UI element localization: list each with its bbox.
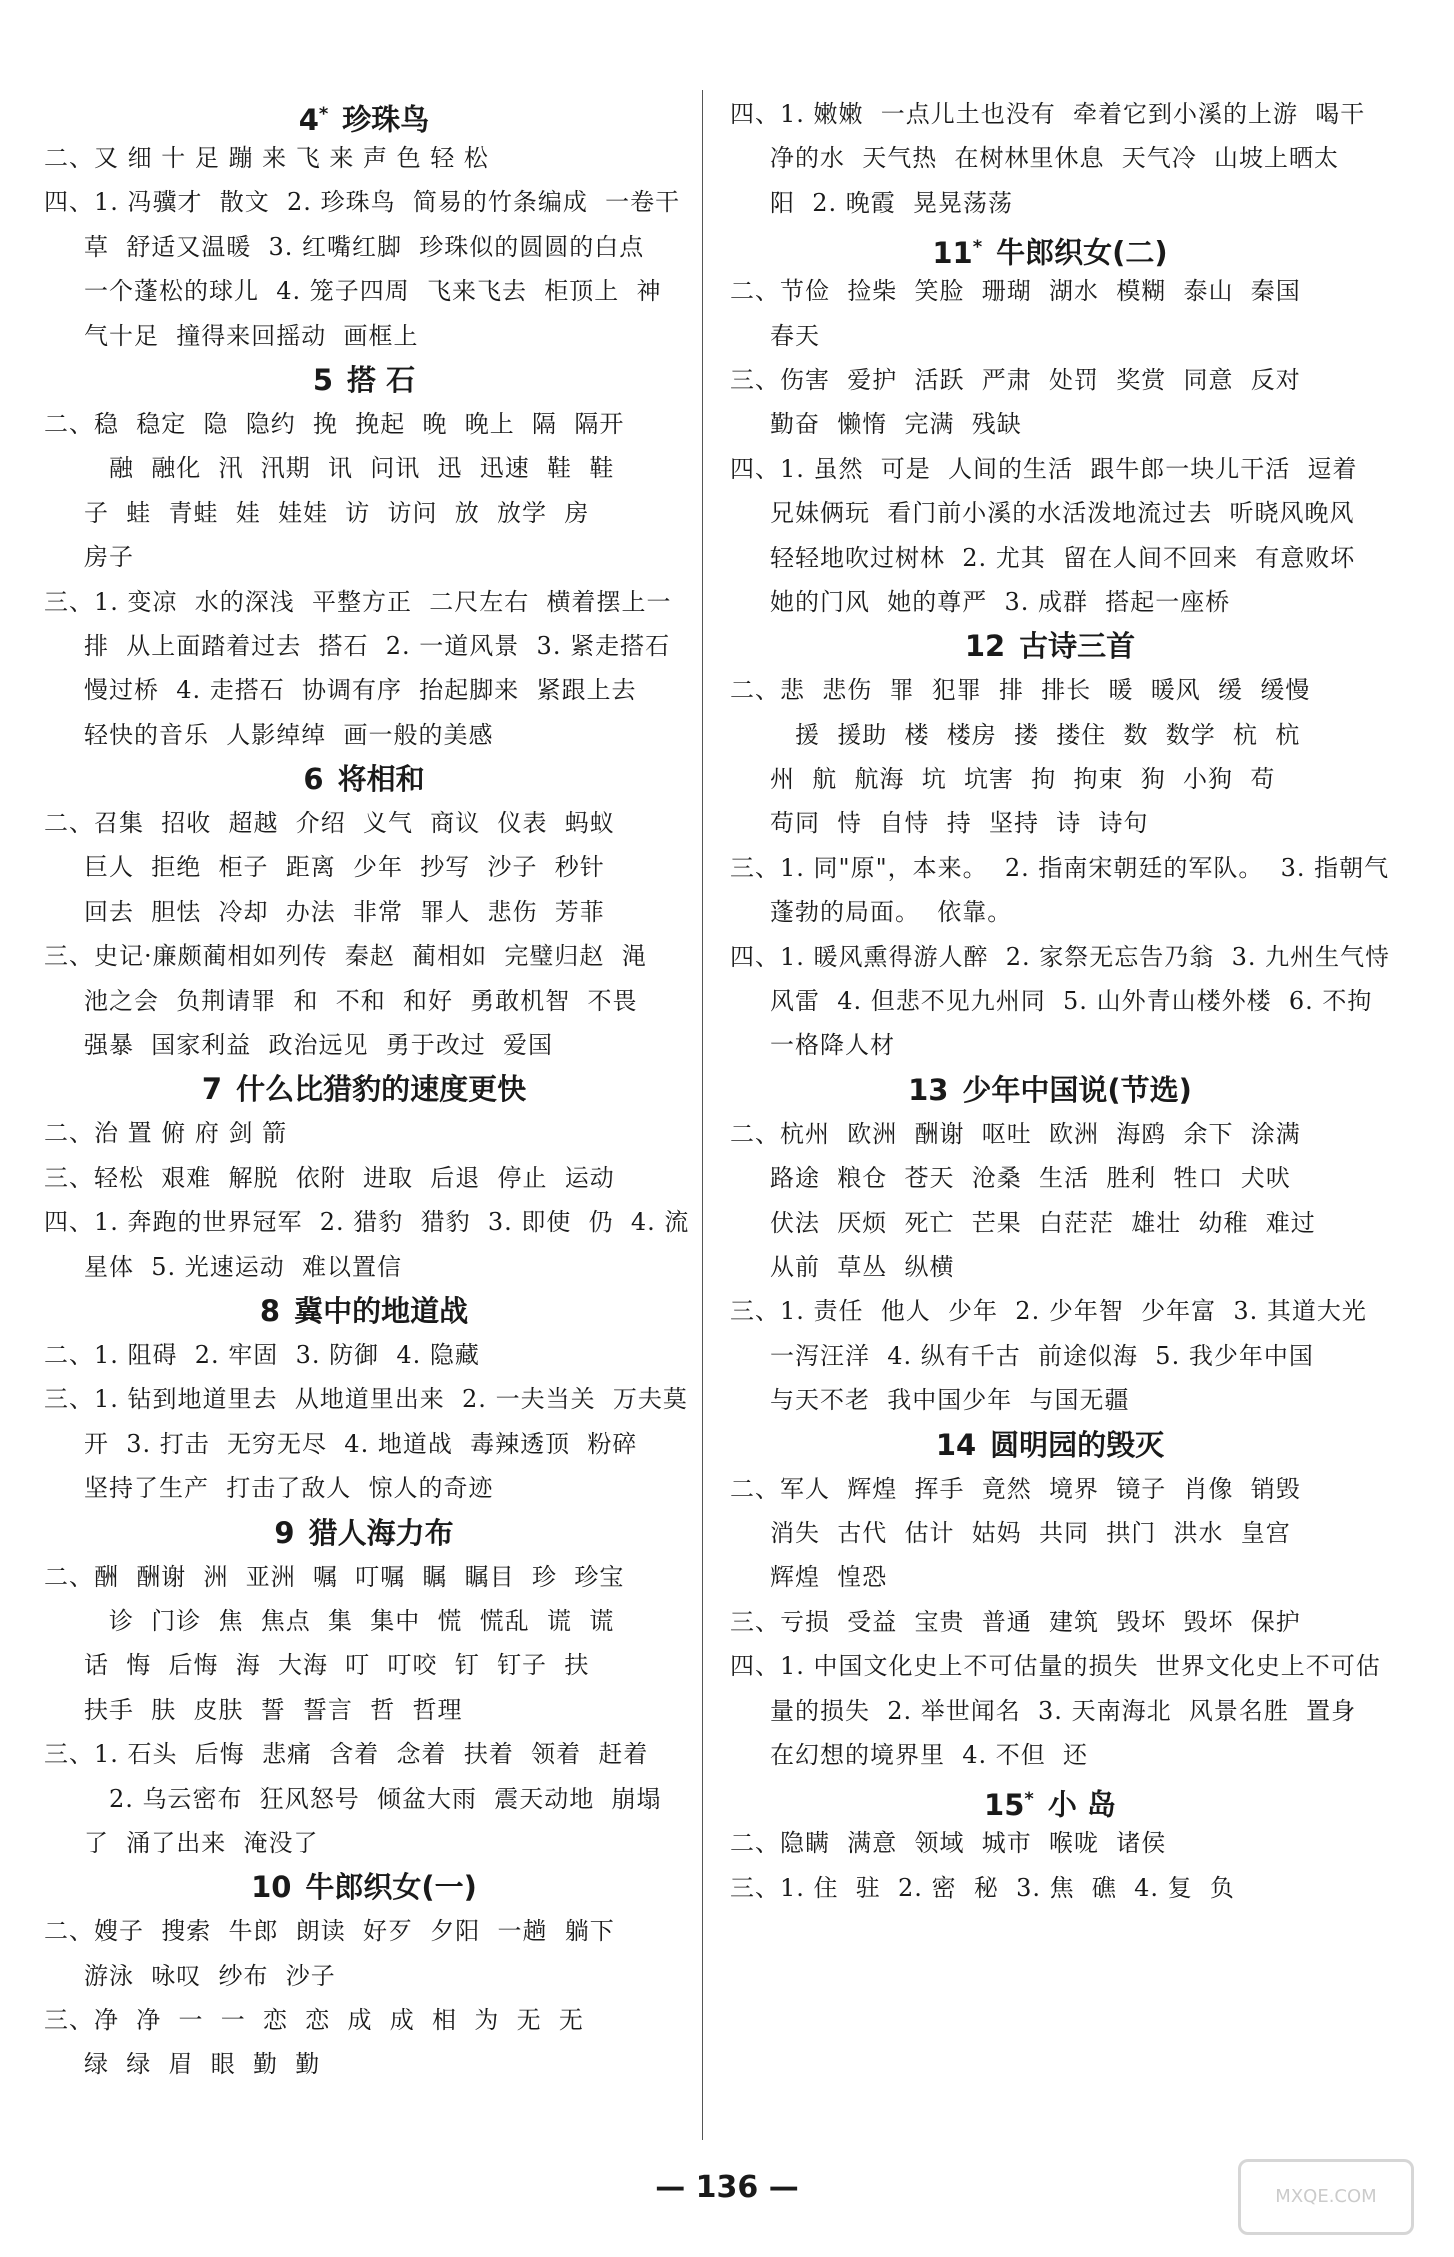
section-title-text: 小 岛 bbox=[1047, 1787, 1116, 1822]
answer-line: 二、悲 悲伤 罪 犯罪 排 排长 暖 暖风 缓 缓慢 bbox=[730, 676, 1311, 705]
answer-line: 星体 5. 光速运动 难以置信 bbox=[84, 1252, 403, 1281]
answer-line: 二、召集 招收 超越 介绍 义气 商议 仪表 蚂蚁 bbox=[44, 809, 615, 838]
answer-line: 二、军人 辉煌 挥手 竟然 境界 镜子 肖像 销毁 bbox=[730, 1474, 1301, 1503]
answer-line: 二、隐瞒 满意 领域 城市 喉咙 诸侯 bbox=[730, 1829, 1167, 1858]
answer-line: 援 援助 楼 楼房 搂 搂住 数 数学 杭 杭 bbox=[795, 720, 1301, 749]
answer-line: 三、史记·廉颇蔺相如列传 秦赵 蔺相如 完璧归赵 渑 bbox=[44, 942, 647, 971]
section-number: 15* bbox=[984, 1787, 1034, 1822]
section-number: 8 bbox=[259, 1293, 281, 1328]
answer-line: 州 航 航海 坑 坑害 拘 拘束 狗 小狗 苟 bbox=[770, 765, 1276, 794]
section-title bbox=[44, 1511, 684, 1555]
answer-line: 了 涌了出来 淹没了 bbox=[84, 1828, 319, 1857]
answer-line: 开 3. 打击 无穷无尽 4. 地道战 毒辣透顶 粉碎 bbox=[84, 1429, 638, 1458]
answer-line: 诊 门诊 焦 焦点 集 集中 慌 慌乱 谎 谎 bbox=[109, 1606, 615, 1635]
answer-line: 路途 粮仓 苍天 沧桑 生活 胜利 牲口 犬吠 bbox=[770, 1164, 1291, 1193]
answer-line: 二、治 置 俯 府 剑 箭 bbox=[44, 1119, 288, 1148]
answer-line: 三、1. 责任 他人 少年 2. 少年智 少年富 3. 其道大光 bbox=[730, 1297, 1367, 1326]
left-column bbox=[44, 92, 690, 2087]
star-mark-icon: * bbox=[318, 103, 329, 124]
section-number: 6 bbox=[303, 762, 324, 797]
answer-line: 二、酬 酬谢 洲 亚洲 嘱 叮嘱 瞩 瞩目 珍 珍宝 bbox=[44, 1562, 625, 1591]
section-title bbox=[730, 1068, 1370, 1112]
section-title bbox=[730, 225, 1370, 269]
section-title bbox=[44, 92, 684, 136]
answer-line: 蓬勃的局面。 依靠。 bbox=[770, 898, 1013, 927]
star-mark-icon: * bbox=[972, 236, 983, 258]
section-number: 11* bbox=[932, 235, 983, 270]
section-title-text: 珍珠鸟 bbox=[342, 102, 430, 137]
answer-line: 2. 乌云密布 狂风怒号 倾盆大雨 震天动地 崩塌 bbox=[109, 1784, 662, 1813]
answer-line: 二、嫂子 搜索 牛郎 朗读 好歹 夕阳 一趟 躺下 bbox=[44, 1917, 615, 1946]
answer-line: 二、稳 稳定 隐 隐约 挽 挽起 晚 晚上 隔 隔开 bbox=[44, 409, 625, 438]
answer-line: 二、节俭 捡柴 笑脸 珊瑚 湖水 模糊 泰山 秦国 bbox=[730, 277, 1301, 306]
answer-line: 游泳 咏叹 纱布 沙子 bbox=[84, 1961, 336, 1990]
answer-line: 慢过桥 4. 走搭石 协调有序 抬起脚来 紧跟上去 bbox=[84, 676, 637, 705]
section-title-text: 猎人海力布 bbox=[308, 1515, 454, 1550]
section-number: 4* bbox=[298, 102, 329, 137]
answer-line: 二、杭州 欧洲 酬谢 呕吐 欧洲 海鸥 余下 涂满 bbox=[730, 1119, 1301, 1148]
section-title-text: 牛郎织女(一) bbox=[305, 1870, 477, 1905]
answer-line: 苟同 恃 自恃 持 坚持 诗 诗句 bbox=[770, 809, 1149, 838]
section-number: 13 bbox=[908, 1072, 949, 1107]
answer-line: 子 蛙 青蛙 娃 娃娃 访 访问 放 放学 房 bbox=[84, 498, 590, 527]
section-title bbox=[730, 1423, 1370, 1467]
answer-line: 气十足 撞得来回摇动 画框上 bbox=[84, 321, 419, 350]
answer-line: 她的门风 她的尊严 3. 成群 搭起一座桥 bbox=[770, 587, 1231, 616]
page-number: — 136 — bbox=[655, 2170, 799, 2205]
answer-line: 融 融化 汛 汛期 讯 问讯 迅 迅速 鞋 鞋 bbox=[109, 454, 615, 483]
section-title-text: 搭 石 bbox=[347, 362, 416, 397]
section-title bbox=[44, 358, 684, 402]
answer-line: 风雷 4. 但悲不见九州同 5. 山外青山楼外楼 6. 不拘 bbox=[770, 987, 1373, 1016]
answer-line: 四、1. 中国文化史上不可估量的损失 世界文化史上不可估 bbox=[730, 1652, 1381, 1681]
answer-line: 伏法 厌烦 死亡 芒果 白茫茫 雄壮 幼稚 难过 bbox=[770, 1208, 1316, 1237]
answer-line: 三、1. 同"原"，本来。 2. 指南宋朝廷的军队。 3. 指朝气 bbox=[730, 853, 1390, 882]
answer-line: 轻快的音乐 人影绰绰 画一般的美感 bbox=[84, 720, 494, 749]
answer-line: 净的水 天气热 在树林里休息 天气冷 山坡上晒太 bbox=[770, 144, 1340, 173]
answer-line: 三、净 净 一 一 恋 恋 成 成 相 为 无 无 bbox=[44, 2006, 584, 2035]
answer-line: 房子 bbox=[84, 543, 134, 572]
answer-line: 二、1. 阻碍 2. 牢固 3. 防御 4. 隐藏 bbox=[44, 1340, 480, 1369]
section-title bbox=[44, 1289, 684, 1333]
answer-line: 勤奋 懒惰 完满 残缺 bbox=[770, 410, 1022, 439]
section-title-text: 冀中的地道战 bbox=[294, 1293, 469, 1328]
answer-line: 扶手 肤 皮肤 誓 誓言 哲 哲理 bbox=[84, 1695, 463, 1724]
answer-line: 三、1. 住 驻 2. 密 秘 3. 焦 礁 4. 复 负 bbox=[730, 1873, 1235, 1902]
answer-line: 话 悔 后悔 海 大海 叮 叮咬 钉 钉子 扶 bbox=[84, 1651, 590, 1680]
section-title bbox=[44, 757, 684, 801]
section-number: 10 bbox=[251, 1870, 292, 1905]
section-title bbox=[44, 1865, 684, 1909]
answer-line: 三、亏损 受益 宝贵 普通 建筑 毁坏 毁坏 保护 bbox=[730, 1607, 1301, 1636]
answer-line: 一泻汪洋 4. 纵有千古 前途似海 5. 我少年中国 bbox=[770, 1341, 1314, 1370]
answer-line: 池之会 负荆请罪 和 不和 和好 勇敢机智 不畏 bbox=[84, 986, 638, 1015]
answer-line: 轻轻地吹过树林 2. 尤其 留在人间不回来 有意败坏 bbox=[770, 543, 1356, 572]
answer-line: 四、1. 嫩嫩 一点儿土也没有 牵着它到小溪的上游 喝干 bbox=[730, 100, 1366, 128]
answer-line: 四、1. 冯骥才 散文 2. 珍珠鸟 简易的竹条编成 一卷干 bbox=[44, 188, 681, 217]
answer-line: 二、又 细 十 足 蹦 来 飞 来 声 色 轻 松 bbox=[44, 144, 489, 172]
answer-line: 巨人 拒绝 柜子 距离 少年 抄写 沙子 秒针 bbox=[84, 853, 605, 882]
answer-line: 回去 胆怯 冷却 办法 非常 罪人 悲伤 芳菲 bbox=[84, 897, 605, 926]
right-column bbox=[730, 92, 1391, 1910]
answer-line: 三、伤害 爱护 活跃 严肃 处罚 奖赏 同意 反对 bbox=[730, 365, 1301, 394]
watermark-logo: MXQE.COM bbox=[1238, 2159, 1414, 2235]
section-title bbox=[730, 624, 1370, 668]
answer-line: 与天不老 我中国少年 与国无疆 bbox=[770, 1386, 1130, 1415]
section-title-text: 将相和 bbox=[337, 762, 425, 797]
section-title-text: 牛郎织女(二) bbox=[996, 235, 1168, 270]
answer-line: 辉煌 惶恐 bbox=[770, 1563, 888, 1592]
answer-line: 消失 古代 估计 姑妈 共同 拱门 洪水 皇宫 bbox=[770, 1518, 1291, 1547]
section-number: 12 bbox=[964, 629, 1006, 664]
section-number: 5 bbox=[312, 362, 334, 397]
star-mark-icon: * bbox=[1024, 1788, 1034, 1810]
answer-line: 量的损失 2. 举世闻名 3. 天南海北 风景名胜 置身 bbox=[770, 1696, 1357, 1725]
section-number: 14 bbox=[935, 1427, 977, 1462]
answer-line: 坚持了生产 打击了敌人 惊人的奇迹 bbox=[84, 1474, 494, 1503]
answer-line: 排 从上面踏着过去 搭石 2. 一道风景 3. 紧走搭石 bbox=[84, 631, 671, 660]
answer-line: 三、轻松 艰难 解脱 依附 进取 后退 停止 运动 bbox=[44, 1163, 615, 1192]
section-title-text: 少年中国说(节选) bbox=[962, 1072, 1192, 1107]
answer-line: 兄妹俩玩 看门前小溪的水活泼地流过去 听晓风晚风 bbox=[770, 499, 1355, 528]
answer-line: 绿 绿 眉 眼 勤 勤 bbox=[84, 2050, 321, 2079]
answer-line: 三、1. 变凉 水的深浅 平整方正 二尺左右 横着摆上一 bbox=[44, 587, 672, 616]
answer-line: 四、1. 暖风熏得游人醉 2. 家祭无忘告乃翁 3. 九州生气恃 bbox=[730, 942, 1391, 971]
section-title-text: 古诗三首 bbox=[1019, 629, 1136, 664]
section-title bbox=[44, 1067, 684, 1111]
column-divider bbox=[702, 90, 703, 2140]
answer-line: 草 舒适又温暖 3. 红嘴红脚 珍珠似的圆圆的白点 bbox=[84, 232, 645, 261]
answer-line: 四、1. 虽然 可是 人间的生活 跟牛郎一块儿干活 逗着 bbox=[730, 454, 1358, 483]
answer-line: 强暴 国家利益 政治远见 勇于改过 爱国 bbox=[84, 1031, 554, 1060]
section-number: 7 bbox=[201, 1072, 223, 1107]
answer-line: 春天 bbox=[770, 321, 820, 350]
section-title bbox=[730, 1777, 1370, 1821]
section-number: 9 bbox=[274, 1515, 295, 1550]
answer-line: 四、1. 奔跑的世界冠军 2. 猎豹 猎豹 3. 即使 仍 4. 流 bbox=[44, 1208, 690, 1237]
answer-line: 在幻想的境界里 4. 不但 还 bbox=[770, 1740, 1089, 1769]
answer-line: 一个蓬松的球儿 4. 笼子四周 飞来飞去 柜顶上 神 bbox=[84, 277, 662, 306]
section-title-text: 什么比猎豹的速度更快 bbox=[236, 1072, 527, 1107]
answer-line: 从前 草丛 纵横 bbox=[770, 1252, 955, 1281]
answer-line: 阳 2. 晚霞 晃晃荡荡 bbox=[770, 188, 1014, 217]
answer-line: 三、1. 石头 后悔 悲痛 含着 念着 扶着 领着 赶着 bbox=[44, 1740, 649, 1769]
section-title-text: 圆明园的毁灭 bbox=[990, 1427, 1165, 1462]
answer-line: 三、1. 钻到地道里去 从地道里出来 2. 一夫当关 万夫莫 bbox=[44, 1385, 688, 1414]
answer-line: 一格降人材 bbox=[770, 1031, 895, 1060]
